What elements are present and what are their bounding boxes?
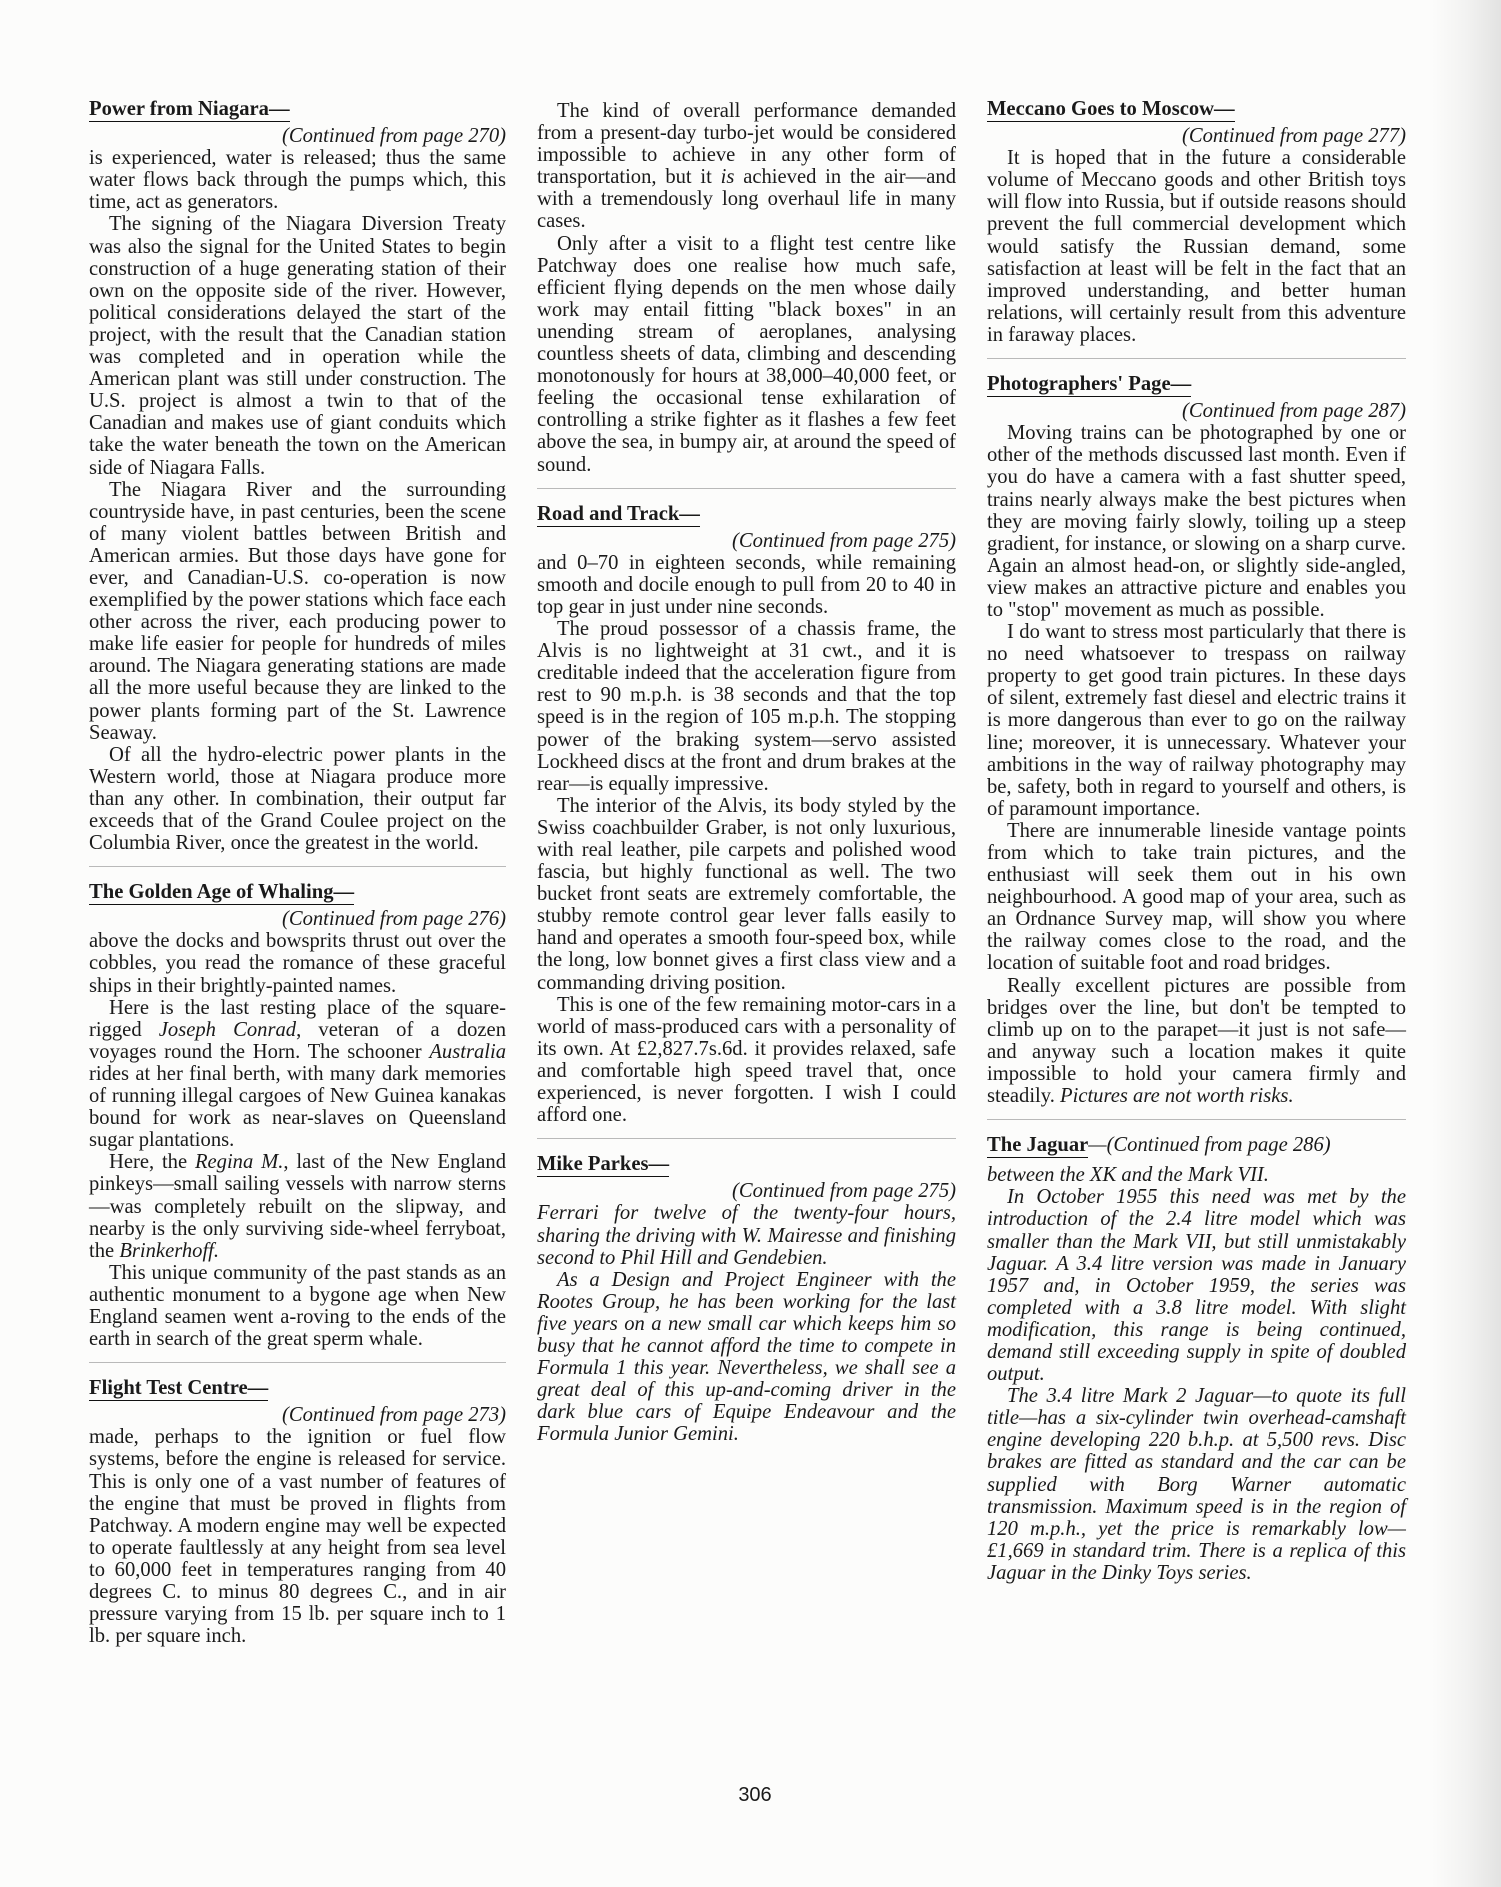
divider <box>89 1362 506 1363</box>
paragraph: made, perhaps to the ignition or fuel flow systems, before the engine is released for service. This is only one of a vast number of features of the engine that must be proved in flights from Patchway. A modern engine may well be expected to operate faultlessly at any height from sea level to 60,000 feet in temperatures ranging from 40 degrees C. to minus 80 degrees C., and in air pressure varying from 15 lb. per square inch to 1 lb. per square inch. <box>89 1426 506 1648</box>
paragraph <box>89 997 506 1152</box>
paragraph: This unique community of the past stands as an authentic monument to a bygone age when New England seamen went a-roving to the ends of the earth in search of the great sperm whale. <box>89 1261 506 1351</box>
article-photographers <box>987 373 1406 1107</box>
article-jaguar <box>987 1134 1406 1584</box>
ship-name: Australia <box>429 1040 506 1063</box>
text-run: rides at her final berth, with many dark memories of running illegal cargoes of New Guinea kanakas bound for work as near-slaves on Queensland sugar plantations. <box>89 1062 506 1152</box>
paragraph: As a Design and Project Engineer with the Rootes Group, he has been working for the last five years on a new small car which keeps him so busy that he cannot afford the time to compete in Formula 1 this year. Nevertheless, we shall see a great deal of this up-and-coming driver in the dark blue cars of Equipe Endeavour and the Formula Junior Gemini. <box>537 1268 956 1446</box>
column-left <box>89 98 506 1659</box>
continued-note: (Continued from page 276) <box>281 908 506 931</box>
text-run: Really excellent pictures are possible from bridges over the line, but don't be tempted to climb up on to the parapet—it just is not safe—and anyway such a location makes it quite impossible to hold your camera firmly and steadily. <box>987 974 1406 1108</box>
paragraph: Of all the hydro-electric power plants in the Western world, those at Niagara produce more than any other. In combination, their output far exceeds that of the Grand Coulee project on the Columbia River, once the greatest in the world. <box>89 743 506 855</box>
paragraph: In October 1955 this need was met by the introduction of the 2.4 litre model which was smaller than the Mark VII, but still unmistakably Jaguar. A 3.4 litre version was made in January 1957 and, in October 1959, the series was completed with a 3.8 litre model. With slight modification, this range is being continued, demand still exceeding supply in spite of doubled output. <box>987 1186 1406 1386</box>
article-heading-line <box>987 1134 1406 1158</box>
ship-name: Regina M. <box>194 1151 284 1174</box>
paragraph: is experienced, water is released; thus the same water flows back through the pumps which, this time, act as generators. <box>89 147 506 214</box>
article-heading: Power from Niagara— <box>89 98 290 122</box>
text-run: achieved in the air—and with a tremendously long overhaul life in many cases. <box>537 166 956 233</box>
paragraph: above the docks and bowsprits thrust out over the cobbles, you read the romance of these graceful ships in their brightly-painted names. <box>89 930 506 997</box>
ship-name: Brinkerhoff. <box>119 1239 220 1262</box>
paragraph: This is one of the few remaining motor-cars in a world of mass-produced cars with a personality of its own. At £2,827.7s.6d. it provides relaxed, safe and comfortable high speed travel that, once experienced, is never forgotten. I wish I could afford one. <box>537 993 956 1127</box>
paragraph: Moving trains can be photographed by one or other of the methods discussed last month. Even if you do have a camera with a fast shutter speed, trains nearly always make the best pictures when they are moving fairly slowly, toiling up a steep gradient, for instance, or slowing on a sharp curve. Again an almost head-on, or slightly side-angled, view makes an attractive picture and enables you to "stop" movement as much as possible. <box>987 422 1406 621</box>
article-heading: Photographers' Page— <box>987 373 1191 397</box>
article-niagara <box>89 98 506 854</box>
divider <box>987 1119 1406 1120</box>
text-run: , last of the New England pinkeys—small sailing vessels with narrow sterns—was completely rebuilt on the slipway, and nearby is the only surviving side-wheel ferryboat, the <box>89 1151 506 1262</box>
emphasis: Pictures are not worth risks. <box>1060 1085 1294 1108</box>
article-heading: The Golden Age of Whaling— <box>89 881 354 905</box>
column-middle <box>537 100 956 1457</box>
paragraph: The interior of the Alvis, its body styled by the Swiss coachbuilder Graber, is not only luxurious, with real leather, pile carpets and polished wood fascia, but highly functional as well. The two bucket front seats are extremely comfortable, the stubby remote control gear lever falls easily to hand and operates a smooth four-speed box, while the long, low bonnet gives a first class view and a commanding driving position. <box>537 794 956 994</box>
emphasis: is <box>720 166 735 189</box>
paragraph: It is hoped that in the future a considerable volume of Meccano goods and other British toys will flow into Russia, but if outside reasons should prevent the full commercial development which would satisfy the Russian demand, some satisfaction at least will be felt in the fact that an improved understanding, and better human relations, will certainly result from this adventure in faraway places. <box>987 147 1406 346</box>
paragraph: I do want to stress most particularly that there is no need whatsoever to trespass on railway property to get good train pictures. In these days of silent, extremely fast diesel and electric trains it is more dangerous than ever to go on the railway line; moreover, it is unnecessary. Whatever your ambitions in the way of railway photography may be, safety, both in regard to yourself and others, is of paramount importance. <box>987 621 1406 820</box>
paragraph: There are innumerable lineside vantage points from which to take train pictures, and the enthusiast will seek them out in his own neighbourhood. A good map of your area, such as an Ordnance Survey map, will show you where the railway comes close to the road, and the location of suitable foot and road bridges. <box>987 819 1406 975</box>
article-heading: Meccano Goes to Moscow— <box>987 98 1235 122</box>
article-flight-test <box>89 1377 506 1647</box>
paragraph: between the XK and the Mark VII. <box>987 1164 1269 1187</box>
continued-note: (Continued from page 287) <box>1181 400 1406 423</box>
paragraph <box>987 975 1406 1108</box>
column-right <box>987 98 1406 1596</box>
paragraph: The proud possessor of a chassis frame, the Alvis is no lightweight at 31 cwt., and it is creditable indeed that the acceleration figure from rest to 90 m.p.h. is 38 seconds and that the top speed is in the region of 105 m.p.h. The stopping power of the braking system—servo assisted Lockheed discs at the front and drum brakes at the rear—is equally impressive. <box>537 618 956 795</box>
divider <box>89 866 506 867</box>
paragraph: Only after a visit to a flight test centre like Patchway does one realise how much safe, efficient flying depends on the men whose daily work may entail fitting "black boxes" in an unending stream of aeroplanes, analysing countless sheets of data, climbing and descending monotonously for hours at 38,000–40,000 feet, or feeling the occasional tense exhilaration of controlling a strike fighter as it flashes a few feet above the sea, in bumpy air, at around the speed of sound. <box>537 232 956 476</box>
article-heading: The Jaguar <box>987 1134 1088 1158</box>
article-meccano <box>987 98 1406 346</box>
article-mike-parkes <box>537 1153 956 1445</box>
continued-note: (Continued from page 273) <box>281 1404 506 1427</box>
paragraph <box>89 1151 506 1261</box>
article-road-track <box>537 503 956 1127</box>
paragraph: The Niagara River and the surrounding countryside have, in past centuries, been the scene of many violent battles between British and American armies. But those days have gone for ever, and Canadian-U.S. co-operation is now exemplified by the power stations which face each other across the river, each producing power to make life easier for people for hundreds of miles around. The Niagara generating stations are made all the more useful because they are linked to the power plants forming part of the St. Lawrence Seaway. <box>89 478 506 744</box>
text-run: , veteran of a dozen voyages round the Horn. The schooner <box>89 1018 506 1063</box>
article-flight-test-cont <box>537 100 956 476</box>
text-run: The kind of overall performance demanded from a present-day turbo-jet would be considered impossible to achieve in any other form of transportation, but it <box>537 100 956 189</box>
article-heading: Mike Parkes— <box>537 1153 669 1177</box>
divider <box>537 1138 956 1139</box>
paragraph <box>537 100 956 233</box>
continued-note: (Continued from page 270) <box>281 125 506 148</box>
paragraph: Ferrari for twelve of the twenty-four hours, sharing the driving with W. Mairesse and finishing second to Phil Hill and Gendebien. <box>537 1202 956 1269</box>
article-whaling <box>89 881 506 1350</box>
text-run: Here, the <box>109 1151 195 1174</box>
continued-note: (Continued from page 275) <box>731 529 956 552</box>
continued-note: —(Continued from page 286) <box>1088 1134 1331 1157</box>
article-heading: Road and Track— <box>537 503 700 527</box>
page-edge-shadow <box>1431 0 1501 1887</box>
page-number: 306 <box>738 1784 772 1806</box>
text-run: Here is the last resting place of the square-rigged <box>89 996 506 1041</box>
paragraph: The signing of the Niagara Diversion Treaty was also the signal for the United States to begin construction of a huge generating station of their own on the opposite side of the river. However, political considerations delayed the start of the project, with the result that the Canadian station was completed and in operation while the American plant was still under construction. The U.S. project is almost a twin to that of the Canadian and makes use of giant conduits which take the water beneath the town on the American side of Niagara Falls. <box>89 213 506 479</box>
continued-note: (Continued from page 277) <box>1181 125 1406 148</box>
continued-note: (Continued from page 275) <box>731 1180 956 1203</box>
divider <box>537 488 956 489</box>
divider <box>987 358 1406 359</box>
paragraph: and 0–70 in eighteen seconds, while remaining smooth and docile enough to pull from 20 to 40 in top gear in just under nine seconds. <box>537 551 956 618</box>
article-heading: Flight Test Centre— <box>89 1377 268 1401</box>
paragraph: The 3.4 litre Mark 2 Jaguar—to quote its full title—has a six-cylinder twin overhead-camshaft engine developing 220 b.h.p. at 5,500 revs. Disc brakes are fitted as standard and the car can be supplied with Borg Warner automatic transmission. Maximum speed is in the region of 120 m.p.h., yet the price is remarkably low—£1,669 in standard trim. There is a replica of this Jaguar in the Dinky Toys series. <box>987 1385 1406 1584</box>
ship-name: Joseph Conrad <box>158 1018 297 1041</box>
